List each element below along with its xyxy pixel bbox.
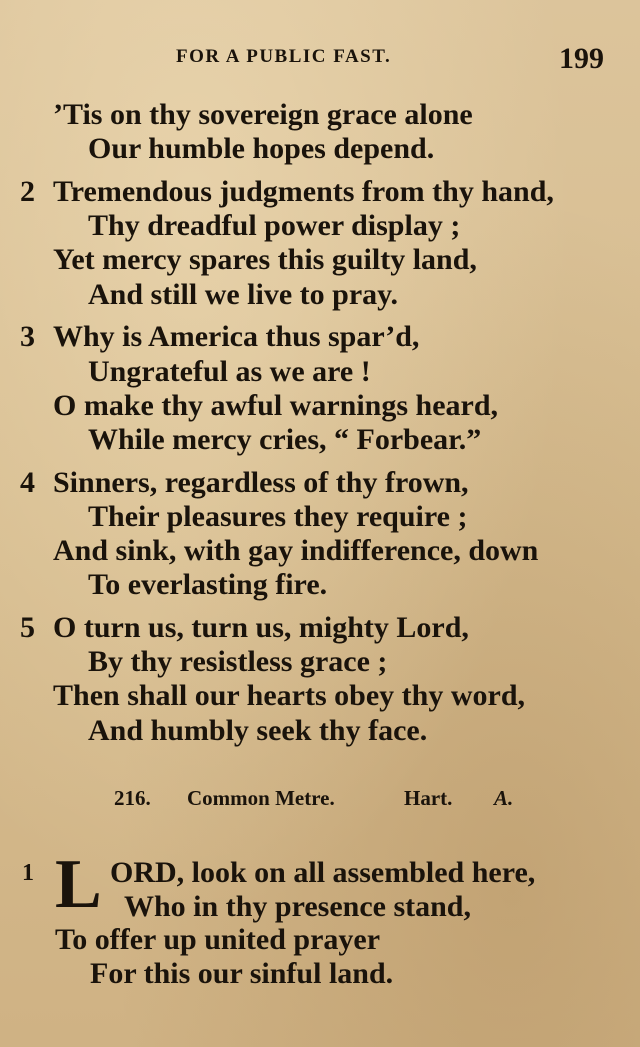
verse-line [0, 98, 640, 132]
verse-line [0, 278, 640, 312]
verse-line-text: Why is America thus spar’d, [53, 320, 420, 354]
verse-line [0, 355, 640, 389]
page-header [0, 42, 640, 76]
verse-line-text: While mercy cries, “ Forbear.” [88, 422, 482, 456]
verse-line-text: To everlasting fire. [88, 568, 328, 602]
verse-line [0, 679, 640, 713]
verse-number: 4 [20, 465, 35, 499]
verse-number: 3 [20, 320, 35, 354]
hymn-verses [0, 98, 640, 748]
verse-line [0, 611, 640, 645]
verse-line-text: Our humble hopes depend. [88, 132, 435, 166]
verse-line [0, 389, 640, 423]
verse-line-text: ’Tis on thy sovereign grace alone [53, 98, 473, 131]
page-number: 199 [559, 42, 604, 75]
verse-line-text: For this our sinful land. [90, 956, 394, 990]
verse-line [0, 320, 640, 354]
verse-line-text: O turn us, turn us, mighty Lord, [53, 611, 469, 644]
verse-line [0, 500, 640, 534]
verse-line-text: Who in thy presence stand, [124, 889, 471, 923]
verse-line-text: To offer up united prayer [55, 923, 381, 957]
verse-line [0, 423, 640, 457]
drop-cap: L [55, 846, 102, 923]
verse-line-text: Sinners, regardless of thy frown, [53, 465, 469, 499]
verse-line-text: And humbly seek thy face. [88, 713, 428, 747]
verse-line-text: Then shall our hearts obey thy word, [53, 679, 526, 713]
verse-line [0, 714, 640, 748]
verse-line-text: Ungrateful as we are ! [88, 354, 371, 388]
verse-line-text: O make thy awful warnings heard, [53, 388, 499, 422]
verse-line [0, 856, 640, 890]
verse-line-text: ORD, look on all assembled here, [110, 856, 536, 889]
verse-line [0, 534, 640, 568]
verse-line [0, 645, 640, 679]
verse-line [0, 923, 640, 957]
verse-line [0, 957, 640, 991]
verse-line [0, 209, 640, 243]
verse-number: 2 [20, 174, 35, 208]
hymn-author: Hart. [404, 786, 453, 810]
verse-line [0, 132, 640, 166]
verse-line-text: Their pleasures they require ; [88, 499, 468, 533]
verse-number: 5 [20, 611, 35, 644]
hymn-216-verse [0, 846, 640, 990]
verse-line [0, 890, 640, 924]
hymn-mark: A. [494, 786, 514, 810]
verse-line [0, 466, 640, 500]
running-head: FOR A PUBLIC FAST. [176, 46, 392, 67]
verse-line-text: And still we live to pray. [88, 277, 399, 311]
verse-line-text: By thy resistless grace ; [88, 645, 388, 679]
verse-line [0, 175, 640, 209]
hymn-metre: Common Metre. [187, 786, 335, 810]
hymn-heading [0, 786, 640, 818]
verse-line-text: And sink, with gay indifference, down [53, 534, 539, 568]
hymn-number: 216. [114, 786, 151, 810]
verse-line-text: Tremendous judgments from thy hand, [53, 174, 554, 208]
verse-line [0, 243, 640, 277]
verse-line-text: Thy dreadful power display ; [88, 209, 461, 243]
verse-line-text: Yet mercy spares this guilty land, [53, 243, 477, 277]
verse-line [0, 568, 640, 602]
verse-number: 1 [22, 860, 34, 886]
